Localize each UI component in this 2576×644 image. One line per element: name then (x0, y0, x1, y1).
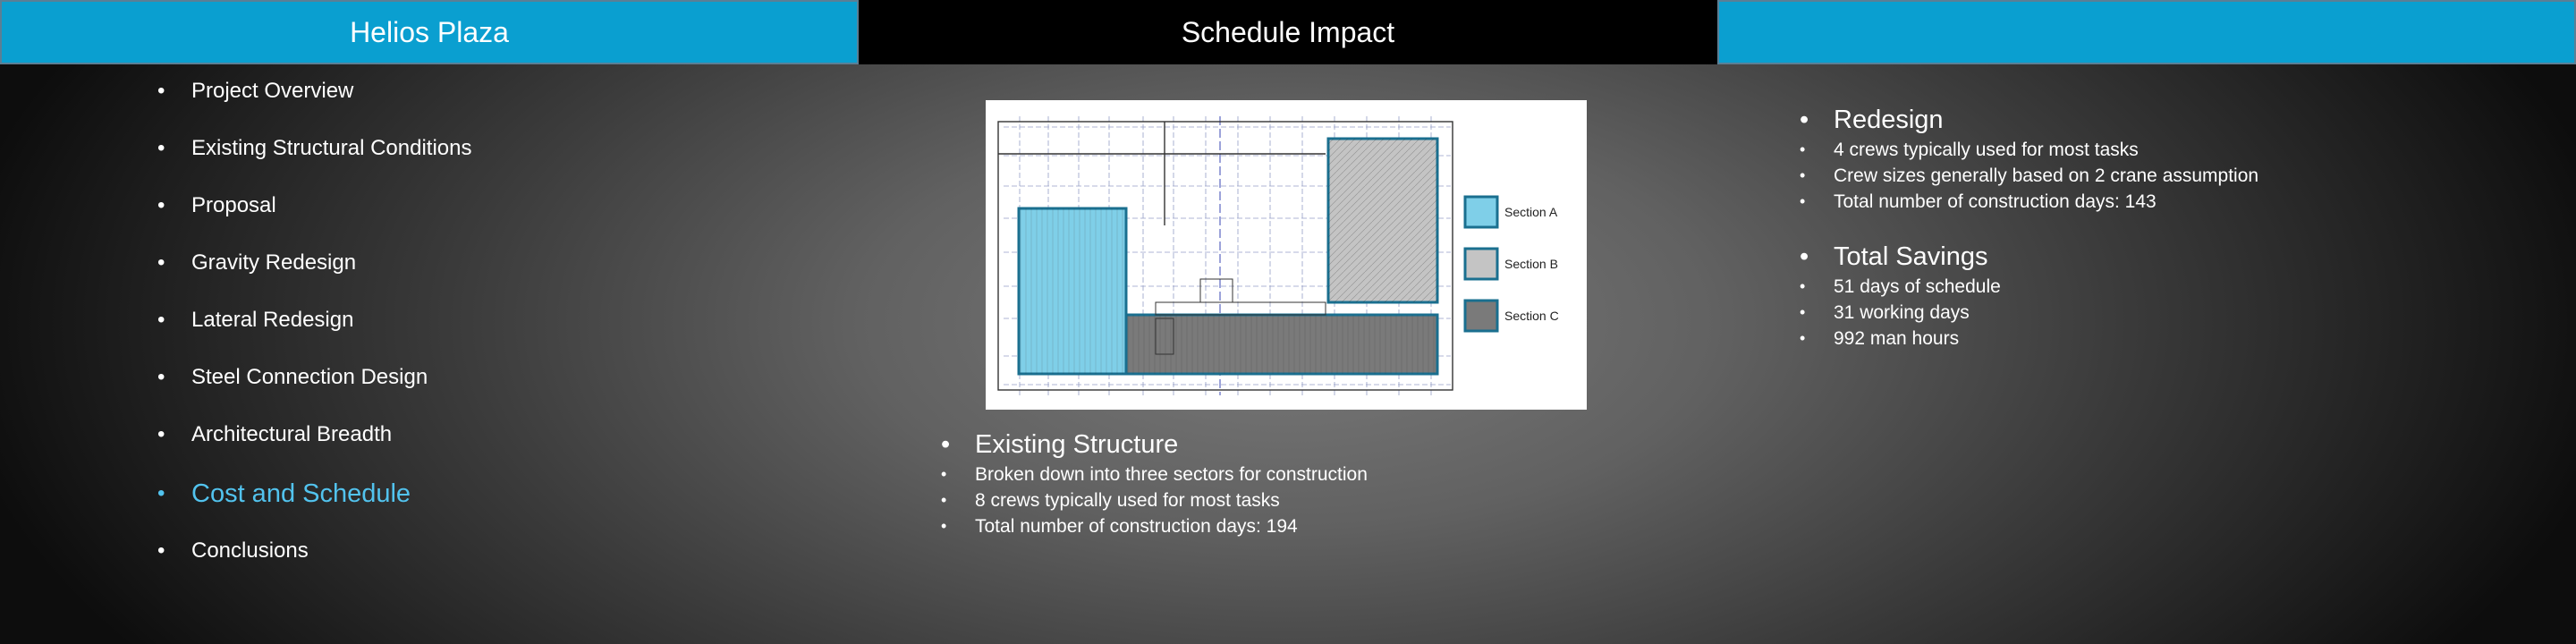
nav-item-project-overview[interactable]: • Project Overview (157, 75, 471, 132)
nav-item-proposal[interactable]: • Proposal (157, 190, 471, 247)
existing-bullet: • 8 crews typically used for most tasks (941, 487, 1368, 513)
nav-item-existing-structural-conditions[interactable]: • Existing Structural Conditions (157, 132, 471, 190)
nav-item-steel-connection-design[interactable]: • Steel Connection Design (157, 361, 471, 419)
floor-plan-figure (986, 100, 1587, 410)
nav-item-architectural-breadth[interactable]: • Architectural Breadth (157, 419, 471, 476)
redesign-bullet: • 4 crews typically used for most tasks (1800, 137, 2258, 163)
legend-swatch-section-c (1465, 301, 1497, 331)
floor-plan-drawing (986, 100, 1587, 410)
legend-label-section-c: Section C (1504, 309, 1559, 323)
existing-bullet: • Broken down into three sectors for construction (941, 462, 1368, 487)
redesign-heading: • Redesign (1800, 103, 2258, 137)
project-title: Helios Plaza (350, 15, 509, 48)
nav-item-conclusions[interactable]: • Conclusions (157, 535, 471, 592)
savings-bullet: • 31 working days (1800, 300, 2001, 326)
existing-structure-heading: • Existing Structure (941, 428, 1368, 462)
presentation-outline (157, 75, 471, 592)
total-savings-heading: • Total Savings (1800, 240, 2001, 274)
redesign-bullet: • Crew sizes generally based on 2 crane assumption (1800, 163, 2258, 189)
legend-label-section-b: Section B (1504, 257, 1558, 271)
slide-title: Schedule Impact (1181, 15, 1395, 48)
nav-item-lateral-redesign[interactable]: • Lateral Redesign (157, 304, 471, 361)
header-right-bar (1717, 0, 2576, 64)
nav-item-gravity-redesign[interactable]: • Gravity Redesign (157, 247, 471, 304)
total-savings-block (1800, 240, 2001, 352)
nav-item-cost-and-schedule[interactable]: • Cost and Schedule (157, 478, 471, 535)
redesign-bullet: • Total number of construction days: 143 (1800, 189, 2258, 215)
existing-structure-block (941, 428, 1368, 539)
legend-label-section-a: Section A (1504, 205, 1558, 219)
redesign-block (1800, 103, 2258, 215)
savings-bullet: • 992 man hours (1800, 326, 2001, 352)
header-center-bar (859, 0, 1717, 64)
savings-bullet: • 51 days of schedule (1800, 274, 2001, 300)
header-left-bar (0, 0, 859, 64)
existing-bullet: • Total number of construction days: 194 (941, 513, 1368, 539)
legend-swatch-section-a (1465, 197, 1497, 227)
legend-swatch-section-b (1465, 249, 1497, 279)
